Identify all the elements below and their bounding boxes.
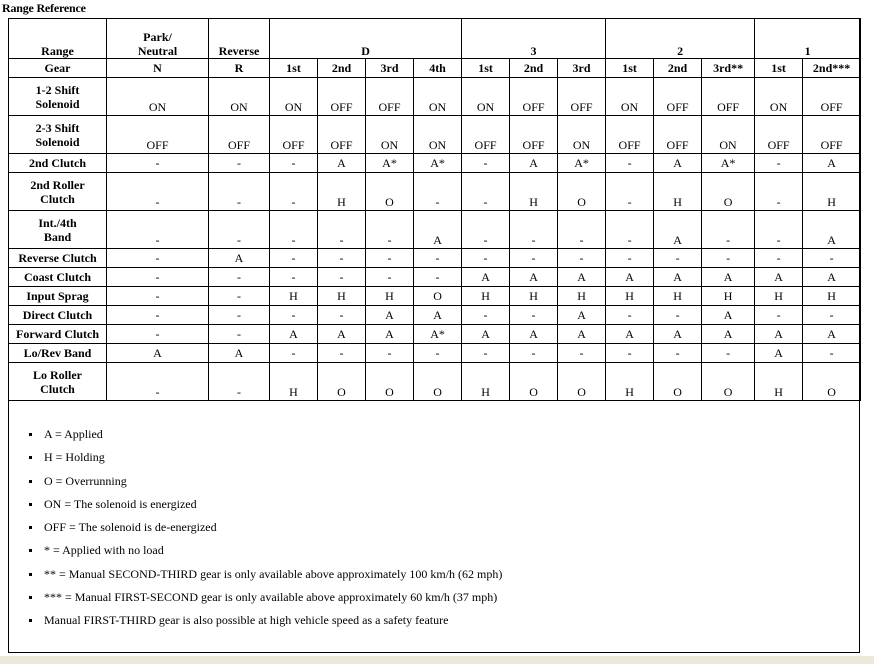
- table-cell: -: [510, 249, 558, 268]
- table-cell: A: [702, 268, 755, 287]
- table-cell: A: [209, 344, 270, 363]
- legend-note-text: O = Overrunning: [44, 473, 127, 488]
- gear-cell: 2nd: [654, 59, 702, 78]
- table-cell: A: [558, 306, 606, 325]
- table-cell: O: [366, 363, 414, 401]
- table-cell: A: [270, 325, 318, 344]
- table-cell: -: [755, 306, 803, 325]
- table-cell: -: [510, 211, 558, 249]
- table-cell: -: [510, 344, 558, 363]
- table-cell: -: [558, 211, 606, 249]
- table-cell: A: [755, 268, 803, 287]
- table-cell: ON: [755, 78, 803, 116]
- row-label: Direct Clutch: [9, 306, 107, 325]
- table-row: [9, 268, 861, 287]
- table-cell: O: [318, 363, 366, 401]
- table-cell: -: [209, 154, 270, 173]
- table-cell: -: [107, 306, 209, 325]
- table-cell: H: [606, 363, 654, 401]
- table-cell: -: [803, 249, 861, 268]
- range-reverse: Reverse: [209, 19, 270, 59]
- table-cell: -: [702, 344, 755, 363]
- table-cell: OFF: [755, 116, 803, 154]
- row-label: Coast Clutch: [9, 268, 107, 287]
- legend-note: [34, 426, 502, 449]
- bullet-icon: [29, 573, 32, 576]
- table-cell: A: [803, 325, 861, 344]
- table-cell: -: [270, 211, 318, 249]
- table-cell: -: [702, 249, 755, 268]
- table-cell: -: [209, 325, 270, 344]
- bullet-icon: [29, 503, 32, 506]
- bullet-icon: [29, 433, 32, 436]
- table-cell: -: [558, 344, 606, 363]
- table-cell: -: [414, 173, 462, 211]
- table-cell: -: [107, 249, 209, 268]
- gear-cell: 1st: [606, 59, 654, 78]
- table-cell: OFF: [209, 116, 270, 154]
- legend-note: [34, 542, 502, 565]
- table-cell: H: [462, 287, 510, 306]
- table-cell: A: [654, 154, 702, 173]
- table-cell: -: [209, 306, 270, 325]
- row-label: 1-2 Shift Solenoid: [9, 78, 107, 116]
- range-1: 1: [755, 19, 861, 59]
- gear-cell: 3rd**: [702, 59, 755, 78]
- table-cell: -: [318, 306, 366, 325]
- table-cell: A*: [366, 154, 414, 173]
- table-cell: H: [654, 287, 702, 306]
- legend-note-text: ON = The solenoid is energized: [44, 496, 197, 511]
- table-cell: -: [606, 306, 654, 325]
- table-cell: H: [318, 287, 366, 306]
- table-row: [9, 325, 861, 344]
- table-cell: O: [702, 173, 755, 211]
- table-cell: H: [270, 363, 318, 401]
- table-cell: OFF: [366, 78, 414, 116]
- table-cell: -: [462, 154, 510, 173]
- table-cell: A: [606, 268, 654, 287]
- table-cell: ON: [606, 78, 654, 116]
- table-cell: -: [755, 211, 803, 249]
- table-cell: -: [414, 249, 462, 268]
- table-cell: -: [510, 306, 558, 325]
- table-cell: ON: [414, 78, 462, 116]
- table-cell: H: [803, 287, 861, 306]
- table-cell: A: [606, 325, 654, 344]
- table-cell: OFF: [107, 116, 209, 154]
- row-label: 2nd Roller Clutch: [9, 173, 107, 211]
- legend-note: [34, 449, 502, 472]
- table-cell: -: [558, 249, 606, 268]
- legend-notes: [34, 426, 502, 636]
- table-cell: H: [702, 287, 755, 306]
- table-cell: -: [414, 344, 462, 363]
- table-cell: A: [654, 211, 702, 249]
- table-cell: -: [107, 363, 209, 401]
- table-cell: -: [755, 154, 803, 173]
- range-d: D: [270, 19, 462, 59]
- table-cell: OFF: [510, 116, 558, 154]
- table-cell: -: [209, 363, 270, 401]
- table-cell: H: [606, 287, 654, 306]
- table-cell: H: [755, 287, 803, 306]
- table-cell: A: [702, 325, 755, 344]
- legend-note-text: H = Holding: [44, 450, 105, 465]
- legend-note-text: ** = Manual SECOND-THIRD gear is only available above approximately 100 km/h (62 mph): [44, 566, 503, 581]
- bullet-icon: [29, 596, 32, 599]
- table-cell: OFF: [654, 78, 702, 116]
- table-cell: A: [462, 268, 510, 287]
- table-cell: ON: [107, 78, 209, 116]
- table-cell: H: [510, 287, 558, 306]
- table-cell: ON: [702, 116, 755, 154]
- range-label: Range: [9, 19, 107, 59]
- table-cell: O: [702, 363, 755, 401]
- table-cell: ON: [558, 116, 606, 154]
- table-cell: H: [803, 173, 861, 211]
- table-cell: H: [654, 173, 702, 211]
- table-cell: A*: [414, 154, 462, 173]
- table-cell: -: [606, 211, 654, 249]
- table-cell: O: [366, 173, 414, 211]
- table-cell: A: [755, 325, 803, 344]
- gear-header-row: [9, 59, 861, 78]
- table-cell: A: [558, 268, 606, 287]
- table-row: [9, 211, 861, 249]
- table-cell: -: [107, 211, 209, 249]
- table-cell: A: [318, 325, 366, 344]
- table-cell: -: [462, 249, 510, 268]
- table-cell: A: [803, 211, 861, 249]
- table-row: [9, 306, 861, 325]
- table-cell: A: [414, 211, 462, 249]
- table-cell: -: [462, 344, 510, 363]
- table-row: [9, 287, 861, 306]
- gear-cell: 2nd: [510, 59, 558, 78]
- legend-note: [34, 519, 502, 542]
- table-cell: -: [654, 249, 702, 268]
- table-cell: -: [462, 211, 510, 249]
- table-cell: A: [702, 306, 755, 325]
- table-cell: -: [606, 173, 654, 211]
- table-cell: -: [270, 249, 318, 268]
- table-cell: O: [654, 363, 702, 401]
- window-bottom-strip: [0, 656, 874, 664]
- table-cell: O: [414, 363, 462, 401]
- table-cell: -: [755, 173, 803, 211]
- table-cell: OFF: [803, 116, 861, 154]
- table-cell: -: [318, 249, 366, 268]
- table-row: [9, 249, 861, 268]
- table-cell: -: [462, 173, 510, 211]
- table-cell: A: [510, 268, 558, 287]
- table-row: [9, 363, 861, 401]
- table-cell: -: [654, 306, 702, 325]
- range-park-neutral: Park/ Neutral: [107, 19, 209, 59]
- table-cell: -: [606, 154, 654, 173]
- table-row: [9, 173, 861, 211]
- table-cell: -: [209, 211, 270, 249]
- table-cell: H: [755, 363, 803, 401]
- gear-cell: R: [209, 59, 270, 78]
- table-cell: -: [702, 211, 755, 249]
- legend-note: [34, 589, 502, 612]
- table-cell: -: [270, 268, 318, 287]
- row-label: Lo Roller Clutch: [9, 363, 107, 401]
- table-cell: A: [510, 154, 558, 173]
- legend-note-text: OFF = The solenoid is de-energized: [44, 520, 217, 535]
- table-cell: ON: [462, 78, 510, 116]
- table-cell: OFF: [606, 116, 654, 154]
- table-cell: H: [510, 173, 558, 211]
- table-cell: A: [803, 268, 861, 287]
- table-row: [9, 344, 861, 363]
- table-row: [9, 154, 861, 173]
- table-cell: OFF: [318, 78, 366, 116]
- gear-cell: 2nd: [318, 59, 366, 78]
- table-cell: OFF: [462, 116, 510, 154]
- table-cell: -: [318, 344, 366, 363]
- table-cell: OFF: [510, 78, 558, 116]
- legend-note: [34, 566, 502, 589]
- table-cell: A*: [558, 154, 606, 173]
- table-cell: -: [803, 306, 861, 325]
- gear-cell: 1st: [270, 59, 318, 78]
- table-cell: -: [414, 268, 462, 287]
- row-label: Input Sprag: [9, 287, 107, 306]
- table-cell: -: [270, 306, 318, 325]
- bullet-icon: [29, 526, 32, 529]
- table-cell: OFF: [654, 116, 702, 154]
- table-cell: -: [318, 268, 366, 287]
- gear-cell: 4th: [414, 59, 462, 78]
- table-cell: -: [209, 287, 270, 306]
- table-cell: -: [755, 249, 803, 268]
- table-cell: -: [318, 211, 366, 249]
- table-cell: -: [803, 344, 861, 363]
- gear-cell: 1st: [462, 59, 510, 78]
- bullet-icon: [29, 480, 32, 483]
- table-cell: H: [270, 287, 318, 306]
- row-label: 2nd Clutch: [9, 154, 107, 173]
- table-cell: -: [107, 287, 209, 306]
- bullet-icon: [29, 549, 32, 552]
- table-cell: OFF: [702, 78, 755, 116]
- row-label: Reverse Clutch: [9, 249, 107, 268]
- legend-note-text: *** = Manual FIRST-SECOND gear is only available above approximately 60 km/h (37 mph): [44, 590, 498, 605]
- table-cell: A: [107, 344, 209, 363]
- table-cell: O: [558, 363, 606, 401]
- range-reference-table: [8, 18, 861, 401]
- legend-note: [34, 473, 502, 496]
- table-cell: -: [366, 344, 414, 363]
- range-header-row: [9, 19, 861, 59]
- table-cell: ON: [414, 116, 462, 154]
- range-3: 3: [462, 19, 606, 59]
- table-cell: -: [209, 173, 270, 211]
- table-cell: A: [414, 306, 462, 325]
- row-label: Forward Clutch: [9, 325, 107, 344]
- table-cell: -: [107, 173, 209, 211]
- legend-note-text: * = Applied with no load: [44, 543, 164, 558]
- table-cell: -: [107, 325, 209, 344]
- table-cell: O: [558, 173, 606, 211]
- table-cell: ON: [209, 78, 270, 116]
- table-cell: A: [654, 268, 702, 287]
- legend-note-text: A = Applied: [44, 427, 103, 441]
- bullet-icon: [29, 456, 32, 459]
- table-row: [9, 116, 861, 154]
- table-cell: -: [366, 268, 414, 287]
- table-cell: A: [654, 325, 702, 344]
- table-row: [9, 78, 861, 116]
- row-label: Int./4th Band: [9, 211, 107, 249]
- table-cell: O: [803, 363, 861, 401]
- table-cell: -: [107, 268, 209, 287]
- gear-cell: 3rd: [558, 59, 606, 78]
- table-cell: A: [209, 249, 270, 268]
- table-cell: -: [366, 211, 414, 249]
- table-cell: A: [558, 325, 606, 344]
- table-cell: A: [510, 325, 558, 344]
- table-cell: A: [462, 325, 510, 344]
- table-cell: A: [366, 325, 414, 344]
- table-cell: A: [366, 306, 414, 325]
- table-body: [9, 78, 861, 401]
- table-cell: -: [654, 344, 702, 363]
- table-cell: OFF: [318, 116, 366, 154]
- gear-cell: 2nd***: [803, 59, 861, 78]
- gear-label: Gear: [9, 59, 107, 78]
- table-cell: H: [318, 173, 366, 211]
- table-cell: OFF: [803, 78, 861, 116]
- table-cell: ON: [270, 78, 318, 116]
- table-cell: H: [366, 287, 414, 306]
- table-cell: -: [270, 344, 318, 363]
- table-cell: -: [270, 154, 318, 173]
- range-2: 2: [606, 19, 755, 59]
- table-cell: A: [755, 344, 803, 363]
- table-cell: O: [510, 363, 558, 401]
- table-cell: O: [414, 287, 462, 306]
- bullet-icon: [29, 619, 32, 622]
- table-cell: A*: [414, 325, 462, 344]
- gear-cell: N: [107, 59, 209, 78]
- table-cell: A*: [702, 154, 755, 173]
- legend-note: [34, 612, 502, 635]
- table-cell: -: [462, 306, 510, 325]
- table-cell: -: [606, 249, 654, 268]
- gear-cell: 3rd: [366, 59, 414, 78]
- legend-note-text: Manual FIRST-THIRD gear is also possible at high vehicle speed as a safety feature: [44, 613, 449, 628]
- page-title: Range Reference: [2, 1, 86, 15]
- table-cell: -: [270, 173, 318, 211]
- table-cell: A: [318, 154, 366, 173]
- table-cell: A: [803, 154, 861, 173]
- table-cell: ON: [366, 116, 414, 154]
- table-cell: OFF: [558, 78, 606, 116]
- table-cell: -: [606, 344, 654, 363]
- table-cell: -: [107, 154, 209, 173]
- table-cell: H: [558, 287, 606, 306]
- legend-note: [34, 496, 502, 519]
- row-label: 2-3 Shift Solenoid: [9, 116, 107, 154]
- table-cell: OFF: [270, 116, 318, 154]
- table-cell: H: [462, 363, 510, 401]
- gear-cell: 1st: [755, 59, 803, 78]
- table-cell: -: [209, 268, 270, 287]
- row-label: Lo/Rev Band: [9, 344, 107, 363]
- table-cell: -: [366, 249, 414, 268]
